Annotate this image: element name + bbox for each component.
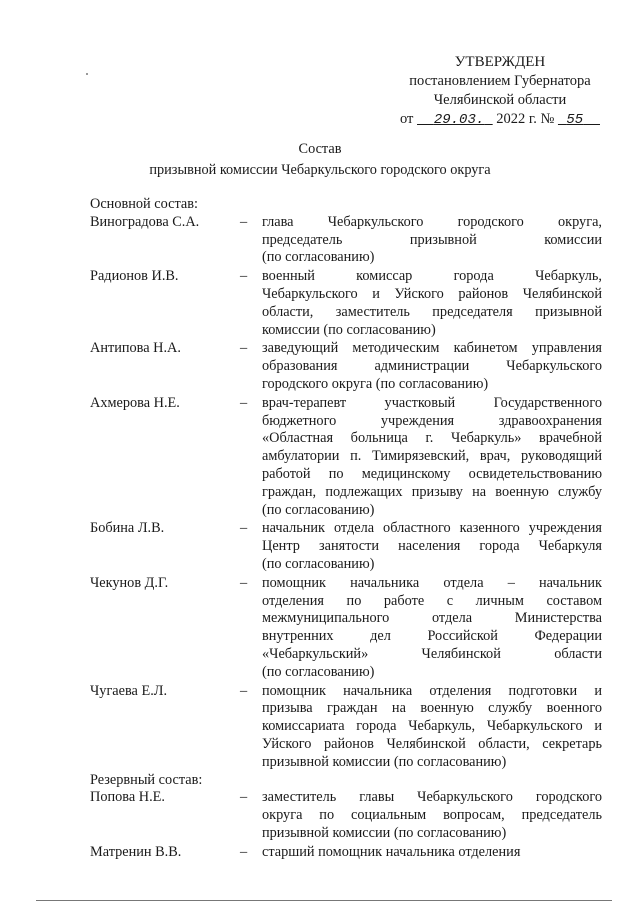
- approval-heading: УТВЕРЖДЕН: [454, 54, 546, 70]
- member-dash: –: [240, 520, 248, 537]
- member-dash: –: [240, 394, 248, 411]
- position-line: комиссии (по согласованию): [262, 321, 436, 338]
- section-label: Основной состав:: [90, 196, 198, 212]
- position-line: Чебаркульского и Уйского районов Челябинской: [262, 285, 602, 302]
- member-row: [90, 340, 602, 393]
- approval-year: 2022 г. №: [496, 111, 555, 127]
- member-dash: –: [240, 268, 248, 285]
- position-line: бюджетного учреждения здравоохранения: [262, 412, 602, 429]
- position-line: городского округа (по согласованию): [262, 375, 489, 392]
- member-dash: –: [240, 789, 248, 806]
- position-line: работой по медицинскому освидетельствованию: [262, 465, 602, 482]
- position-line: граждан, подлежащих призыву на военную службу: [262, 483, 602, 500]
- member-row: [90, 395, 602, 520]
- title-line-2: призывной комиссии Чебаркульского городского округа: [149, 162, 491, 178]
- position-line: председатель призывной комиссии: [262, 231, 602, 248]
- approval-date: 29.03.: [433, 112, 485, 128]
- scan-speck: [86, 73, 88, 75]
- member-name: Антипова Н.А.: [90, 340, 181, 357]
- position-line: отделения по работе с личным составом: [262, 592, 602, 609]
- member-name: Чугаева Е.Л.: [90, 682, 168, 699]
- position-line: (по согласованию): [262, 501, 375, 518]
- member-name: Бобина Л.В.: [90, 520, 165, 537]
- member-position: [262, 395, 602, 520]
- approval-date-line: [395, 110, 605, 130]
- position-line: «Чебаркульский» Челябинской области: [262, 645, 602, 662]
- member-name: Виноградова С.А.: [90, 213, 200, 230]
- position-line: амбулатории п. Тимирязевский, врач, руководящий: [262, 448, 602, 465]
- member-dash: –: [240, 682, 248, 699]
- member-position: [262, 844, 602, 862]
- member-row: [90, 789, 602, 842]
- position-line: (по согласованию): [262, 249, 375, 266]
- title-line-1: Состав: [298, 141, 342, 157]
- position-line: внутренних дел Российской Федерации: [262, 628, 602, 645]
- position-line: призыва граждан на военную службу военного: [262, 700, 602, 717]
- position-line: врач-терапевт участковый Государственного: [262, 394, 602, 411]
- member-position: [262, 214, 602, 267]
- position-line: заместитель главы Чебаркульского городского: [262, 789, 602, 806]
- member-name: Попова Н.Е.: [90, 789, 165, 806]
- member-dash: –: [240, 213, 248, 230]
- member-position: [262, 268, 602, 339]
- approval-line-2: Челябинской области: [433, 92, 567, 108]
- position-line: призывной комиссии (по согласованию): [262, 824, 507, 841]
- member-position: [262, 575, 602, 682]
- position-line: начальник отдела областного казенного учреждения: [262, 520, 602, 537]
- position-line: старший помощник начальника отделения: [262, 843, 521, 860]
- member-dash: –: [240, 340, 248, 357]
- position-line: области, заместитель председателя призывной: [262, 303, 602, 320]
- member-row: [90, 520, 602, 573]
- position-line: округа по социальным вопросам, председатель: [262, 807, 602, 824]
- position-line: призывной комиссии (по согласованию): [262, 753, 507, 770]
- position-line: заведующий методическим кабинетом управления: [262, 340, 602, 357]
- position-line: помощник начальника отделения подготовки и: [262, 682, 602, 699]
- member-position: [262, 789, 602, 842]
- position-line: Уйского районов Челябинской области, секретарь: [262, 735, 602, 752]
- member-position: [262, 340, 602, 393]
- page-bottom-edge: [36, 900, 612, 901]
- position-line: комиссариата города Чебаркуль, Чебаркульского и: [262, 718, 602, 735]
- approval-number: 55: [566, 112, 584, 128]
- approval-stamp-block: [395, 53, 605, 130]
- member-row: [90, 268, 602, 339]
- commission-list: [90, 196, 602, 861]
- approval-from: от: [400, 111, 414, 127]
- position-line: (по согласованию): [262, 555, 375, 572]
- position-line: «Областная больница г. Чебаркуль» врачебной: [262, 430, 602, 447]
- position-line: образования администрации Чебаркульского: [262, 358, 602, 375]
- member-name: Радионов И.В.: [90, 268, 179, 285]
- document-title: [0, 140, 640, 180]
- position-line: Центр занятости населения города Чебаркуля: [262, 538, 602, 555]
- member-position: [262, 520, 602, 573]
- member-position: [262, 683, 602, 772]
- member-row: [90, 214, 602, 267]
- position-line: военный комиссар города Чебаркуль,: [262, 268, 602, 285]
- position-line: глава Чебаркульского городского округа,: [262, 213, 602, 230]
- member-row: [90, 575, 602, 682]
- approval-line-1: постановлением Губернатора: [409, 73, 591, 89]
- member-name: Чекунов Д.Г.: [90, 574, 169, 591]
- member-dash: –: [240, 843, 248, 860]
- section-label: Резервный состав:: [90, 771, 203, 788]
- position-line: межмуниципального отдела Министерства: [262, 610, 602, 627]
- position-line: (по согласованию): [262, 663, 375, 680]
- position-line: помощник начальника отдела – начальник: [262, 574, 602, 591]
- member-row: [90, 844, 602, 862]
- member-name: Матренин В.В.: [90, 843, 182, 860]
- member-dash: –: [240, 574, 248, 591]
- member-name: Ахмерова Н.Е.: [90, 394, 180, 411]
- member-row: [90, 683, 602, 772]
